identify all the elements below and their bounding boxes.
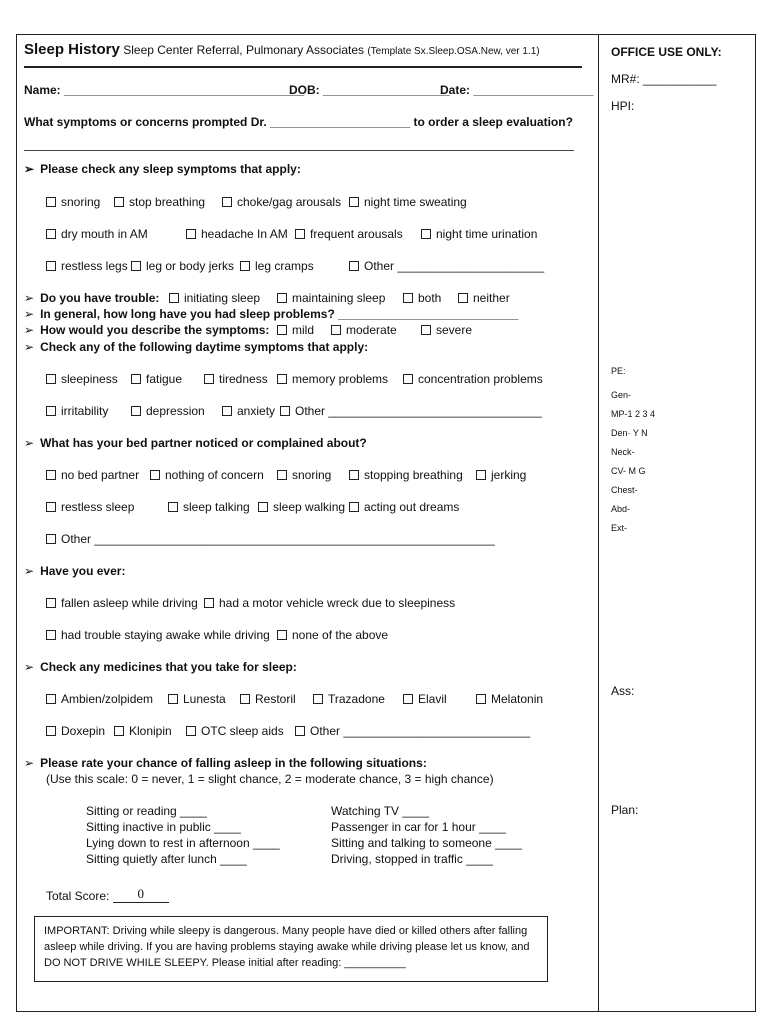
checkbox-icon[interactable] (277, 293, 287, 303)
checkbox-vehicle-wreck[interactable] (204, 596, 455, 610)
checkbox-night-urination[interactable] (421, 227, 537, 241)
important-notice: IMPORTANT: Driving while sleepy is dangerous. Many people have died or killed others after falling asleep while driving. If you are having problems staying awake while driving please let us know, and DO NOT DRIVE WHILE SLEEPY. Please initial after reading: __________ (34, 916, 548, 982)
checkbox-no-bed-partner[interactable] (46, 468, 139, 482)
header-rule (24, 66, 582, 68)
checkbox-daytime-other[interactable] (280, 404, 542, 418)
name-field[interactable]: Name: ____________________________________ (24, 83, 305, 97)
checkbox-snoring[interactable] (46, 195, 100, 209)
checkbox-night-sweating[interactable] (349, 195, 467, 209)
form-subtitle: Sleep Center Referral, Pulmonary Associates (123, 43, 364, 57)
checkbox-icon[interactable] (222, 197, 232, 207)
template-version: (Template Sx.Sleep.OSA.New, ver 1.1) (367, 46, 540, 57)
checkbox-icon[interactable] (349, 261, 359, 271)
option-label: memory problems (292, 372, 389, 386)
checkbox-concentration[interactable] (403, 372, 543, 386)
checkbox-icon[interactable] (204, 598, 214, 608)
option-label: Doxepin (61, 724, 106, 738)
option-label: neither (473, 291, 510, 305)
checkbox-icon[interactable] (150, 470, 160, 480)
question-have-you-ever (24, 564, 125, 578)
checkbox-icon[interactable] (46, 470, 56, 480)
option-label: severe (436, 323, 473, 337)
checkbox-icon[interactable] (403, 293, 413, 303)
dob-field[interactable]: DOB: ___________________ (289, 83, 450, 97)
checkbox-initiating-sleep[interactable] (169, 291, 260, 305)
question-sleep-symptoms (24, 162, 301, 176)
checkbox-icon[interactable] (46, 502, 56, 512)
checkbox-icon[interactable] (46, 406, 56, 416)
arrow-bullet-icon: ➢ (24, 291, 35, 305)
checkbox-partner-snoring[interactable] (277, 468, 331, 482)
checkbox-sleepiness[interactable] (46, 372, 118, 386)
arrow-bullet-icon: ➢ (24, 307, 35, 321)
checkbox-icon[interactable] (295, 726, 305, 736)
question-rate-sleepiness (24, 756, 427, 770)
question-text: Do you have trouble: (40, 291, 160, 305)
checkbox-jerking[interactable] (476, 468, 526, 482)
checkbox-icon[interactable] (168, 502, 178, 512)
checkbox-icon[interactable] (114, 197, 124, 207)
option-label: fallen asleep while driving (61, 596, 198, 610)
question-how-long[interactable] (24, 307, 518, 321)
checkbox-icon[interactable] (421, 325, 431, 335)
checkbox-stopping-breathing[interactable] (349, 468, 463, 482)
checkbox-icon[interactable] (403, 694, 413, 704)
date-field[interactable]: Date: __________________ (440, 83, 594, 97)
checkbox-icon[interactable] (349, 470, 359, 480)
checkbox-otc-sleep-aids[interactable] (186, 724, 284, 738)
option-label: Klonipin (129, 724, 172, 738)
option-label: Other ____________________________________________________________ (61, 532, 495, 546)
option-label: Melatonin (491, 692, 544, 706)
checkbox-icon[interactable] (186, 726, 196, 736)
checkbox-icon[interactable] (168, 694, 178, 704)
option-label: nothing of concern (165, 468, 264, 482)
ext-label: Ext- (611, 523, 628, 533)
checkbox-icon[interactable] (46, 261, 56, 271)
checkbox-icon[interactable] (349, 197, 359, 207)
checkbox-icon[interactable] (277, 374, 287, 384)
checkbox-icon[interactable] (222, 406, 232, 416)
option-label: leg cramps (255, 259, 314, 273)
checkbox-icon[interactable] (131, 261, 141, 271)
mp-label: MP-1 2 3 4 (611, 409, 656, 419)
option-label: Other ________________________________ (295, 404, 542, 418)
option-label: sleep walking (273, 500, 346, 514)
option-label: snoring (61, 195, 101, 209)
question-text: Check any medicines that you take for sleep: (40, 660, 297, 674)
option-label: fatigue (146, 372, 183, 386)
question-text: In general, how long have you had sleep problems? ___________________________ (40, 307, 519, 321)
option-label: maintaining sleep (292, 291, 386, 305)
option-label: jerking (491, 468, 527, 482)
question-text: Check any of the following daytime symptoms that apply: (40, 340, 369, 354)
option-label: Ambien/zolpidem (61, 692, 154, 706)
option-label: snoring (292, 468, 332, 482)
question-text: Please rate your chance of falling asleep in the following situations: (40, 756, 427, 770)
neck-label: Neck- (611, 447, 635, 457)
situation-stopped-traffic[interactable]: Driving, stopped in traffic ____ (331, 852, 493, 866)
situation-passenger[interactable]: Passenger in car for 1 hour ____ (331, 820, 506, 834)
option-label: depression (146, 404, 205, 418)
option-label: Lunesta (183, 692, 226, 706)
option-label: frequent arousals (310, 227, 403, 241)
checkbox-icon[interactable] (46, 694, 56, 704)
option-label: Restoril (255, 692, 296, 706)
checkbox-melatonin[interactable] (476, 692, 543, 706)
checkbox-both[interactable] (403, 291, 441, 305)
checkbox-trazadone[interactable] (313, 692, 385, 706)
question-text: What has your bed partner noticed or complained about? (40, 436, 367, 450)
option-label: Other ____________________________ (310, 724, 531, 738)
checkbox-anxiety[interactable] (222, 404, 275, 418)
checkbox-icon[interactable] (331, 325, 341, 335)
option-label: leg or body jerks (146, 259, 235, 273)
checkbox-icon[interactable] (186, 229, 196, 239)
arrow-bullet-icon: ➢ (24, 436, 35, 450)
checkbox-acting-out-dreams[interactable] (349, 500, 459, 514)
situation-after-lunch[interactable]: Sitting quietly after lunch ____ (86, 852, 247, 866)
situation-inactive-public[interactable]: Sitting inactive in public ____ (86, 820, 241, 834)
chest-label: Chest- (611, 485, 638, 495)
office-column-divider (598, 34, 599, 1012)
option-label: choke/gag arousals (237, 195, 342, 209)
option-label: Trazadone (328, 692, 385, 706)
checkbox-fatigue[interactable] (131, 372, 182, 386)
checkbox-icon[interactable] (46, 374, 56, 384)
checkbox-none-of-above[interactable] (277, 628, 388, 642)
option-label: moderate (346, 323, 397, 337)
checkbox-sleep-walking[interactable] (258, 500, 345, 514)
option-label: anxiety (237, 404, 276, 418)
option-label: both (418, 291, 442, 305)
checkbox-meds-other[interactable] (295, 724, 530, 738)
checkbox-icon[interactable] (240, 694, 250, 704)
checkbox-doxepin[interactable] (46, 724, 105, 738)
arrow-bullet-icon: ➢ (24, 162, 35, 176)
checkbox-leg-cramps[interactable] (240, 259, 314, 273)
checkbox-icon[interactable] (131, 406, 141, 416)
checkbox-fallen-asleep-driving[interactable] (46, 596, 198, 610)
arrow-bullet-icon: ➢ (24, 323, 35, 337)
checkbox-icon[interactable] (204, 374, 214, 384)
checkbox-tiredness[interactable] (204, 372, 268, 386)
assessment-label: Ass: (611, 684, 635, 698)
option-label: had trouble staying awake while driving (61, 628, 270, 642)
option-label: Elavil (418, 692, 447, 706)
form-title: Sleep History (24, 41, 120, 58)
mr-number-field[interactable]: MR#: ___________ (611, 72, 717, 86)
total-score-field[interactable] (113, 886, 169, 903)
checkbox-moderate[interactable] (331, 323, 397, 337)
answer-line (24, 150, 574, 151)
checkbox-dry-mouth[interactable] (46, 227, 148, 241)
situation-watching-tv[interactable]: Watching TV ____ (331, 804, 430, 818)
checkbox-severe[interactable] (421, 323, 472, 337)
question-bed-partner (24, 436, 367, 450)
checkbox-icon[interactable] (476, 694, 486, 704)
checkbox-icon[interactable] (280, 406, 290, 416)
scale-note: (Use this scale: 0 = never, 1 = slight chance, 2 = moderate chance, 3 = high chance) (46, 772, 494, 786)
situation-talking[interactable]: Sitting and talking to someone ____ (331, 836, 522, 850)
option-label: irritability (61, 404, 109, 418)
checkbox-mild[interactable] (277, 323, 314, 337)
question-text: Please check any sleep symptoms that apply: (40, 162, 301, 176)
option-label: restless legs (61, 259, 128, 273)
checkbox-icon[interactable] (46, 598, 56, 608)
option-label: night time sweating (364, 195, 467, 209)
checkbox-restoril[interactable] (240, 692, 296, 706)
option-label: sleepiness (61, 372, 118, 386)
total-score-value: 0 (137, 886, 144, 901)
cv-label: CV- M G (611, 466, 646, 476)
question-text: How would you describe the symptoms: (40, 323, 270, 337)
checkbox-icon[interactable] (131, 374, 141, 384)
question-trouble (24, 291, 159, 305)
checkbox-frequent-arousals[interactable] (295, 227, 403, 241)
checkbox-icon[interactable] (46, 630, 56, 640)
checkbox-neither[interactable] (458, 291, 510, 305)
checkbox-icon[interactable] (169, 293, 179, 303)
option-label: no bed partner (61, 468, 140, 482)
arrow-bullet-icon: ➢ (24, 340, 35, 354)
arrow-bullet-icon: ➢ (24, 756, 35, 770)
checkbox-partner-other[interactable] (46, 532, 495, 546)
situation-sitting-reading[interactable]: Sitting or reading ____ (86, 804, 207, 818)
question-severity (24, 323, 269, 337)
option-label: none of the above (292, 628, 389, 642)
total-score (46, 888, 169, 905)
checkbox-depression[interactable] (131, 404, 205, 418)
question-daytime (24, 340, 368, 354)
form-header (24, 41, 540, 58)
checkbox-icon[interactable] (458, 293, 468, 303)
option-label: tiredness (219, 372, 268, 386)
question-text: Have you ever: (40, 564, 126, 578)
checkbox-choke-gag[interactable] (222, 195, 341, 209)
abd-label: Abd- (611, 504, 631, 514)
checkbox-elavil[interactable] (403, 692, 447, 706)
checkbox-leg-jerks[interactable] (131, 259, 234, 273)
checkbox-klonipin[interactable] (114, 724, 172, 738)
checkbox-headache[interactable] (186, 227, 288, 241)
checkbox-icon[interactable] (421, 229, 431, 239)
checkbox-icon[interactable] (46, 534, 56, 544)
situation-lying-down[interactable]: Lying down to rest in afternoon ____ (86, 836, 280, 850)
checkbox-icon[interactable] (476, 470, 486, 480)
option-label: stop breathing (129, 195, 206, 209)
checkbox-icon[interactable] (46, 726, 56, 736)
checkbox-icon[interactable] (46, 229, 56, 239)
option-label: had a motor vehicle wreck due to sleepiness (219, 596, 456, 610)
checkbox-icon[interactable] (258, 502, 268, 512)
checkbox-maintaining-sleep[interactable] (277, 291, 385, 305)
checkbox-memory[interactable] (277, 372, 388, 386)
checkbox-icon[interactable] (313, 694, 323, 704)
checkbox-restless-sleep[interactable] (46, 500, 134, 514)
den-label: Den· Y N (611, 428, 648, 438)
checkbox-icon[interactable] (277, 630, 287, 640)
hpi-label: HPI: (611, 99, 635, 113)
plan-label: Plan: (611, 803, 639, 817)
checkbox-nothing-of-concern[interactable] (150, 468, 264, 482)
option-label: restless sleep (61, 500, 135, 514)
checkbox-icon[interactable] (46, 197, 56, 207)
checkbox-icon[interactable] (277, 325, 287, 335)
total-score-label: Total Score: (46, 889, 113, 903)
option-label: acting out dreams (364, 500, 460, 514)
option-label: concentration problems (418, 372, 543, 386)
checkbox-symptom-other[interactable] (349, 259, 544, 273)
checkbox-restless-legs[interactable] (46, 259, 128, 273)
arrow-bullet-icon: ➢ (24, 564, 35, 578)
option-label: sleep talking (183, 500, 250, 514)
gen-label: Gen- (611, 390, 632, 400)
office-use-title: OFFICE USE ONLY: (611, 45, 722, 59)
checkbox-icon[interactable] (114, 726, 124, 736)
checkbox-stop-breathing[interactable] (114, 195, 205, 209)
option-label: dry mouth in AM (61, 227, 148, 241)
checkbox-sleep-talking[interactable] (168, 500, 250, 514)
option-label: OTC sleep aids (201, 724, 284, 738)
checkbox-icon[interactable] (295, 229, 305, 239)
checkbox-icon[interactable] (240, 261, 250, 271)
option-label: headache In AM (201, 227, 288, 241)
option-label: initiating sleep (184, 291, 261, 305)
option-label: mild (292, 323, 315, 337)
checkbox-irritability[interactable] (46, 404, 108, 418)
checkbox-icon[interactable] (403, 374, 413, 384)
checkbox-ambien[interactable] (46, 692, 153, 706)
checkbox-icon[interactable] (349, 502, 359, 512)
option-label: stopping breathing (364, 468, 463, 482)
referral-prompt[interactable]: What symptoms or concerns prompted Dr. _____________________ to order a sleep evaluation? (24, 115, 573, 129)
option-label: Other ______________________ (364, 259, 545, 273)
pe-label: PE: (611, 366, 626, 376)
option-label: night time urination (436, 227, 538, 241)
arrow-bullet-icon: ➢ (24, 660, 35, 674)
checkbox-lunesta[interactable] (168, 692, 226, 706)
checkbox-icon[interactable] (277, 470, 287, 480)
checkbox-trouble-staying-awake[interactable] (46, 628, 270, 642)
question-medicines (24, 660, 297, 674)
